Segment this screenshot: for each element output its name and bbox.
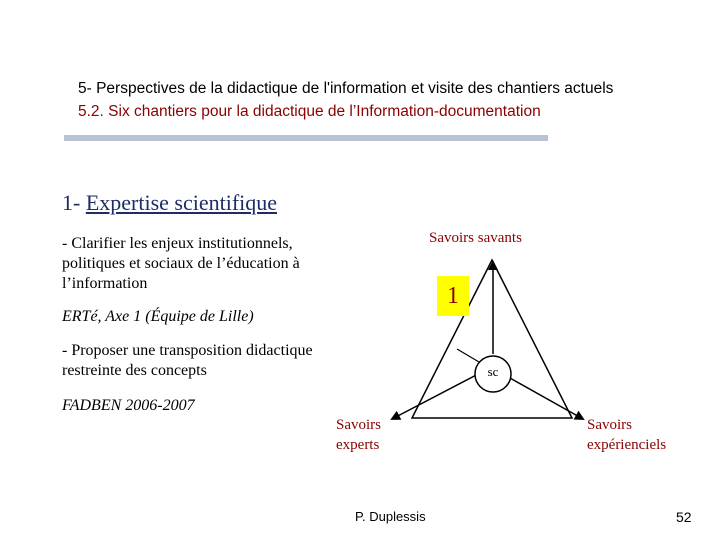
point-1: - Clarifier les enjeux institutionnels, politiques et sociaux de l’éducation à l’information bbox=[62, 235, 300, 292]
section-title-text: Expertise scientifique bbox=[85, 190, 278, 215]
label-savoirs-experts-1: Savoirs bbox=[336, 417, 381, 433]
center-pointer-line bbox=[457, 349, 479, 362]
slide-subheading: 5.2. Six chantiers pour la didactique de l’Information-documentation bbox=[78, 103, 541, 120]
section-number: 1- bbox=[62, 190, 86, 215]
arrow-to-experts bbox=[392, 372, 482, 419]
reference-2: FADBEN 2006-2007 bbox=[62, 397, 195, 414]
highlight-number-badge: 1 bbox=[437, 276, 469, 316]
label-savoirs-experienciels-1: Savoirs bbox=[587, 417, 632, 433]
slide-heading: 5- Perspectives de la didactique de l'information et visite des chantiers actuels bbox=[78, 80, 614, 97]
page-number: 52 bbox=[676, 509, 692, 525]
point-2: - Proposer une transposition didactique restreinte des concepts bbox=[62, 342, 313, 379]
label-savoirs-experts-2: experts bbox=[336, 437, 380, 453]
arrow-to-experienciels bbox=[501, 373, 583, 419]
triangle-outline bbox=[412, 260, 572, 418]
reference-1: ERTé, Axe 1 (Équipe de Lille) bbox=[62, 308, 254, 325]
footer-author: P. Duplessis bbox=[355, 509, 426, 524]
center-label: sc bbox=[487, 364, 499, 379]
label-savoirs-savants: Savoirs savants bbox=[429, 230, 522, 246]
label-savoirs-experienciels-2: expérienciels bbox=[587, 437, 667, 453]
